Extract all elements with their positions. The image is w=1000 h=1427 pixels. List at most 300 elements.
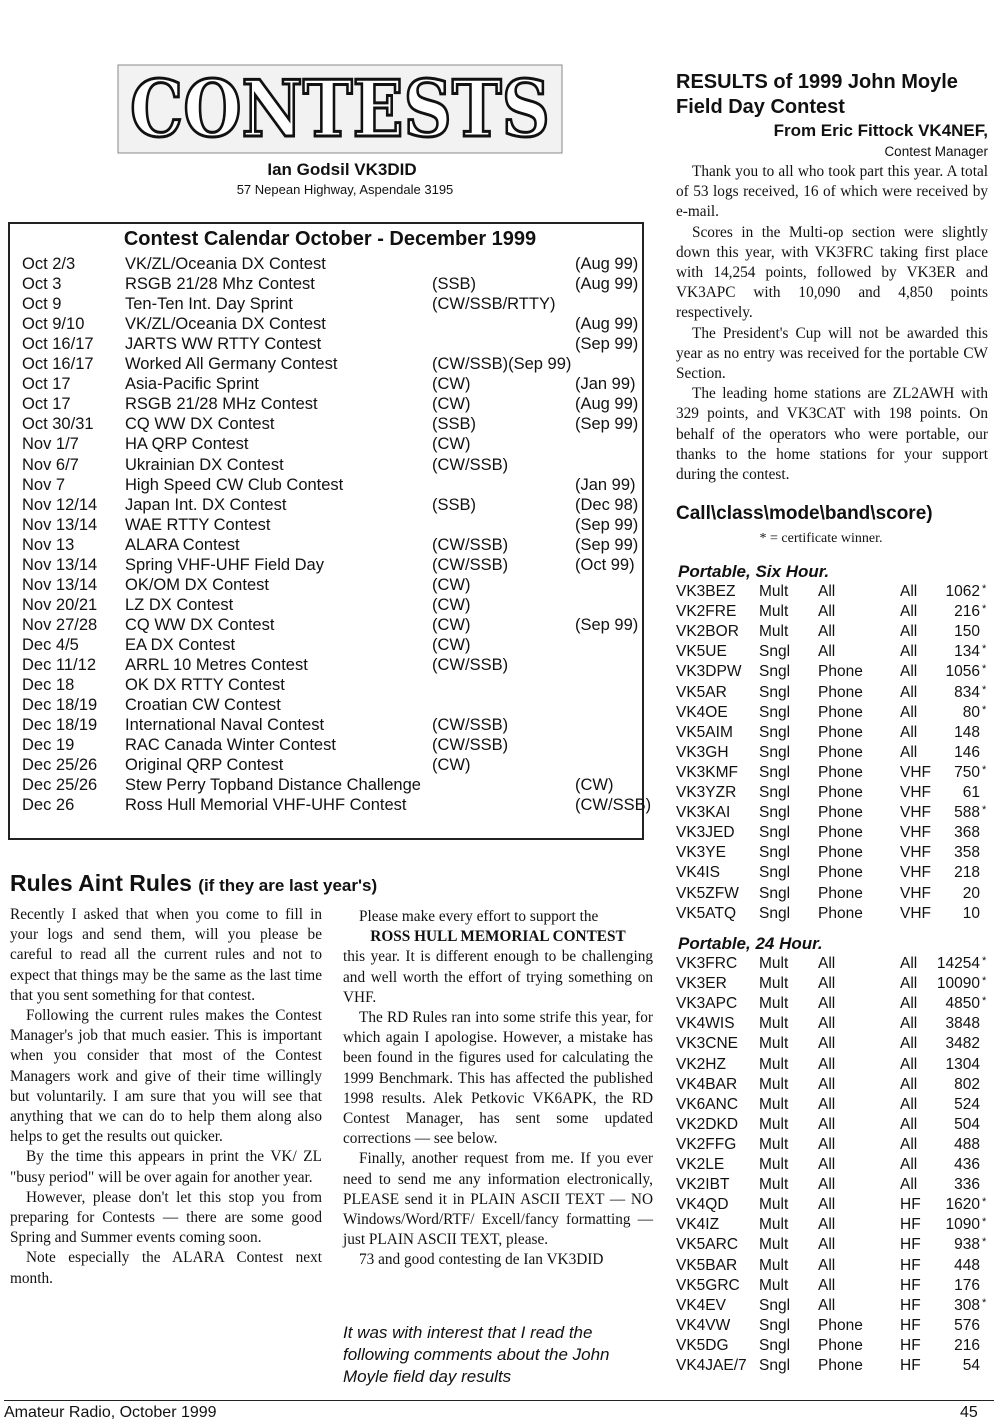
calendar-reference: (Sep 99) [575,535,639,554]
result-band: All [900,975,918,993]
result-callsign: VK4BAR [676,1075,738,1093]
calendar-row [22,254,642,274]
results-row [676,1095,992,1115]
calendar-row [22,635,642,655]
results-row [676,642,992,662]
result-callsign: VK4IZ [676,1216,720,1234]
result-score: 216 [954,1336,980,1354]
result-mode: Phone [818,884,863,902]
result-class: Sngl [759,1316,791,1334]
results-row [676,1135,992,1155]
result-mode: All [818,1276,836,1294]
result-score: 524 [954,1095,980,1113]
result-class: Mult [759,583,789,600]
certificate-mark: * [982,1236,987,1249]
result-band: All [900,703,918,721]
result-band: HF [900,1357,921,1374]
calendar-reference: (Oct 99) [575,555,635,574]
certificate-mark: * [982,603,987,616]
results-paragraph: Thank you to all who took part this year. A total of 53 logs received, 16 of which were received by e-mail. [676,163,988,221]
result-class: Sngl [759,864,791,882]
result-score: 588 [954,804,980,822]
result-score: 10 [962,904,980,922]
calendar-mode: (CW/SSB) [432,555,509,574]
result-class: Mult [759,1156,789,1173]
calendar-mode: (CW/SSB) [432,455,509,474]
certificate-mark: * [982,975,987,988]
results-row [676,1115,992,1135]
result-callsign: VK4WIS [676,1015,735,1033]
certificate-mark: * [982,643,987,656]
result-class: Mult [759,995,789,1013]
result-callsign: VK5ARC [676,1236,739,1254]
result-callsign: VK4JAE/7 [676,1357,747,1374]
calendar-row [22,515,642,535]
result-callsign: VK2BOR [676,623,739,641]
certificate-mark: * [982,955,987,967]
calendar-mode: (CW) [432,595,471,614]
calendar-contest-name: Worked All Germany Contest [125,355,338,374]
result-class: Sngl [759,663,791,681]
rules-paragraph: Note especially the ALARA Contest next month. [10,1249,322,1287]
result-callsign: VK5ATQ [676,904,737,922]
rules-paragraph: Recently I asked that when you come to fill in your logs and send them, will you please be careful to read all the current rules and not to expect that things may be the same as the last time that you sent something for that contest. [10,906,322,1004]
calendar-reference: (CW/SSB) [575,796,652,815]
calendar-date: Nov 12/14 [22,495,98,514]
calendar-contest-name: RSGB 21/28 Mhz Contest [125,275,315,294]
result-band: HF [900,1296,921,1314]
calendar-row [22,334,642,354]
calendar-mode: (CW) [432,575,471,594]
calendar-date: Dec 18/19 [22,696,98,715]
calendar-date: Dec 25/26 [22,756,98,775]
calendar-reference: (Aug 99) [575,255,639,273]
calendar-mode: (CW) [432,375,471,394]
calendar-mode: (SSB) [432,415,477,434]
result-band: VHF [900,884,931,902]
result-callsign: VK4IS [676,864,720,882]
result-band: All [900,1156,918,1173]
calendar-mode: (CW) [432,395,471,414]
results-row [676,803,992,823]
calendar-reference: (CW) [575,776,614,795]
calendar-row [22,695,642,715]
result-band: All [900,643,918,661]
calendar-date: Nov 1/7 [22,435,79,454]
result-class: Mult [759,1196,789,1214]
result-callsign: VK4EV [676,1296,726,1314]
result-mode: Phone [818,743,863,761]
result-score: 134 [954,643,980,661]
result-callsign: VK5AR [676,683,727,701]
calendar-mode: (CW/SSB)(Sep 99) [432,355,572,374]
result-score: 20 [962,884,980,902]
result-band: All [900,683,918,701]
calendar-date: Oct 3 [22,275,62,294]
result-score: 488 [954,1135,980,1153]
rules-paragraph: By the time this appears in print the VK/ ZL "busy period" will be over again for another year. [10,1148,322,1186]
result-class: Mult [759,1256,789,1274]
calendar-reference: (Sep 99) [575,335,639,354]
result-mode: Phone [818,904,863,922]
result-mode: All [818,643,836,661]
calendar-row [22,535,642,555]
result-band: All [900,1115,918,1133]
footer-divider [4,1400,994,1401]
calendar-date: Oct 9/10 [22,315,85,334]
result-mode: Phone [818,1357,863,1374]
calendar-contest-name: RSGB 21/28 MHz Contest [125,395,318,414]
calendar-mode: (CW/SSB) [432,736,509,755]
result-class: Sngl [759,884,791,902]
calendar-date: Dec 18 [22,676,75,695]
result-score: 1090 [945,1216,980,1234]
calendar-row [22,715,642,735]
results-row [676,1034,992,1054]
result-score: 148 [954,723,980,741]
result-score: 146 [954,743,980,761]
results-row [676,994,992,1014]
result-score: 834 [954,683,980,701]
results-row [676,884,992,904]
result-callsign: VK3JED [676,824,735,842]
calendar-reference: (Aug 99) [575,315,639,334]
certificate-mark: * [982,703,987,716]
result-band: All [900,1015,918,1033]
results-row [676,1276,992,1296]
result-callsign: VK3KAI [676,804,731,822]
calendar-row [22,755,642,775]
result-score: 176 [954,1276,980,1294]
calendar-date: Oct 30/31 [22,415,94,434]
rules-paragraph: Following the current rules makes the Contest Manager's job that much easier. This is important when you consider that most of the Contest Managers work and give of their time willingly but voluntarily. I am sure that you will see that anything that we can do to help them along also helps to get the results out quicker. [10,1007,322,1146]
result-band: All [900,995,918,1013]
results-row [676,1256,992,1276]
calendar-row [22,414,642,434]
result-mode: Phone [818,804,863,822]
calendar-date: Dec 26 [22,796,75,815]
result-class: Mult [759,623,789,641]
calendar-contest-name: CQ WW DX Contest [125,615,275,634]
calendar-contest-name: Ukrainian DX Contest [125,455,284,474]
result-band: HF [900,1236,921,1254]
result-mode: All [818,1135,836,1153]
ross-hull-heading: ROSS HULL MEMORIAL CONTEST [370,928,626,946]
calendar-date: Nov 13 [22,535,75,554]
calendar-row [22,495,642,515]
result-band: HF [900,1256,921,1274]
results-row [676,783,992,803]
results-row [676,1215,992,1235]
certificate-mark: * [982,1196,987,1209]
result-score: 750 [954,763,980,781]
result-mode: Phone [818,683,863,701]
calendar-contest-name: JARTS WW RTTY Contest [125,335,322,354]
calendar-date: Dec 11/12 [22,656,96,674]
result-callsign: VK3DPW [676,663,742,681]
result-band: All [900,1095,918,1113]
result-callsign: VK2FRE [676,603,737,621]
results-row [676,954,992,974]
result-callsign: VK5DG [676,1336,729,1354]
calendar-contest-name: Croatian CW Contest [125,696,281,715]
calendar-contest-name: HA QRP Contest [125,435,249,454]
calendar-mode: (CW) [432,635,471,654]
result-band: HF [900,1316,921,1334]
calendar-row [22,735,642,755]
calendar-row [22,394,642,414]
result-band: VHF [900,804,931,822]
calendar-reference: (Aug 99) [575,395,639,414]
result-band: All [900,723,918,741]
calendar-contest-name: International Naval Contest [125,716,325,735]
results-row [676,723,992,743]
result-mode: Phone [818,663,863,681]
result-score: 10090 [936,975,980,993]
calendar-row [22,314,642,334]
result-score: 358 [954,844,980,862]
result-mode: Phone [818,703,863,721]
calendar-mode: (CW/SSB) [432,656,509,674]
result-band: VHF [900,784,931,801]
result-class: Sngl [759,763,791,781]
publication-name: Amateur Radio, October 1999 [4,1404,217,1421]
calendar-date: Oct 9 [22,295,62,314]
calendar-date: Nov 20/21 [22,595,98,614]
results-row [676,582,992,602]
calendar-mode: (CW/SSB/RTTY) [432,295,556,314]
result-mode: All [818,1015,836,1033]
calendar-contest-name: VK/ZL/Oceania DX Contest [125,255,326,273]
certificate-mark: * [982,995,987,1008]
calendar-reference: (Dec 98) [575,495,639,514]
calendar-date: Oct 17 [22,395,71,414]
result-score: 3848 [945,1015,980,1033]
rules-paragraph: However, please don't let this stop you from preparing for Contests — there are some good Spring and Summer events coming soon. [10,1188,322,1247]
result-callsign: VK3ER [676,975,727,993]
result-class: Mult [759,1055,789,1073]
calendar-row [22,675,642,695]
result-class: Sngl [759,703,791,721]
results-section-title: Portable, 24 Hour. [678,934,823,953]
logo-text: CONTESTS [130,64,550,155]
result-score: 1304 [945,1055,980,1073]
result-callsign: VK3KMF [676,763,739,781]
calendar-row [22,615,642,635]
calendar-row [22,455,642,475]
calendar-row [22,294,642,314]
results-row [676,843,992,863]
calendar-contest-name: RAC Canada Winter Contest [125,736,336,755]
calendar-contest-name: Spring VHF-UHF Field Day [125,555,324,574]
result-band: VHF [900,824,931,842]
result-class: Sngl [759,723,791,741]
result-score: 14254 [936,955,980,972]
result-callsign: VK4OE [676,703,728,721]
results-row [676,763,992,783]
calendar-reference: (Sep 99) [575,415,639,434]
rules-signoff: 73 and good contesting de Ian VK3DID [359,1251,604,1269]
result-class: Sngl [759,844,791,862]
result-class: Sngl [759,784,791,801]
certificate-mark: * [982,683,987,696]
result-class: Sngl [759,824,791,842]
certificate-mark: * [982,763,987,776]
calendar-contest-name: ALARA Contest [125,535,240,554]
calendar-contest-name: VK/ZL/Oceania DX Contest [125,315,326,334]
results-row [676,823,992,843]
result-score: 802 [954,1075,980,1093]
result-class: Mult [759,1095,789,1113]
certificate-mark: * [982,663,987,676]
certificate-mark: * [982,1216,987,1229]
result-callsign: VK4VW [676,1316,731,1334]
results-row [676,1235,992,1255]
results-paragraph: The President's Cup will not be awarded this year as no entry was received for the portable CW Section. [676,324,988,383]
calendar-date: Dec 19 [22,736,75,755]
calendar-mode: (CW) [432,756,471,775]
calendar-date: Dec 4/5 [22,635,79,654]
result-class: Sngl [759,904,791,922]
results-author: From Eric Fittock VK4NEF, [773,121,988,140]
result-callsign: VK2HZ [676,1055,726,1073]
calendar-contest-name: CQ WW DX Contest [125,415,275,434]
result-band: All [900,663,918,681]
result-class: Sngl [759,1336,791,1354]
result-score: 1056 [945,663,980,681]
calendar-mode: (SSB) [432,275,477,294]
calendar-contest-name: WAE RTTY Contest [125,515,271,534]
result-callsign: VK2IBT [676,1176,730,1194]
result-class: Mult [759,603,789,621]
result-class: Mult [759,1115,789,1133]
result-mode: All [818,1035,836,1053]
results-row [676,863,992,883]
result-band: All [900,1135,918,1153]
calendar-date: Oct 16/17 [22,335,94,354]
results-row [676,1336,992,1356]
result-mode: Phone [818,763,863,781]
result-class: Mult [759,975,789,993]
results-row [676,662,992,682]
result-mode: All [818,1095,836,1113]
calendar-mode: (CW) [432,615,471,634]
certificate-mark: * [982,583,987,595]
result-band: All [900,1035,918,1053]
result-class: Mult [759,1176,789,1194]
calendar-mode: (CW) [432,435,471,454]
rules-title: Rules Aint Rules [10,870,192,896]
calendar-date: Nov 13/14 [22,515,98,534]
result-callsign: VK3CNE [676,1035,739,1053]
calendar-contest-name: Asia-Pacific Sprint [125,375,259,394]
result-callsign: VK3BEZ [676,583,736,600]
result-band: HF [900,1216,921,1234]
result-mode: Phone [818,1336,863,1354]
result-band: All [900,1176,918,1194]
results-row [676,1014,992,1034]
result-mode: All [818,583,836,600]
result-score: 368 [954,824,980,842]
result-mode: All [818,1296,836,1314]
result-score: 504 [954,1115,980,1133]
calendar-row [22,475,642,495]
result-band: VHF [900,844,931,862]
rules-heading [10,870,377,897]
calendar-row [22,775,642,795]
result-band: HF [900,1336,921,1354]
result-band: All [900,603,918,621]
result-callsign: VK2FFG [676,1135,737,1153]
calendar-date: Oct 2/3 [22,255,76,273]
result-callsign: VK3YZR [676,784,737,801]
calendar-title: Contest Calendar October - December 1999 [123,228,537,250]
results-row [676,1316,992,1336]
result-class: Sngl [759,643,791,661]
results-row [676,743,992,763]
result-score: 61 [962,784,980,801]
certificate-note: * = certificate winner. [759,531,883,546]
result-mode: Phone [818,784,863,801]
result-callsign: VK5ZFW [676,884,739,902]
result-mode: All [818,975,836,993]
calendar-row [22,274,642,294]
calendar-date: Dec 18/19 [22,716,98,735]
calendar-date: Oct 16/17 [22,355,94,374]
calendar-mode: (CW/SSB) [432,535,509,554]
result-mode: Phone [818,723,863,741]
result-mode: All [818,995,836,1013]
result-score: 150 [954,623,980,641]
results-row [676,602,992,622]
result-band: HF [900,1276,921,1294]
calendar-row [22,595,642,615]
results-paragraph: The leading home stations are ZL2AWH with 329 points, and VK3CAT with 198 points. On behalf of the operators who were portable, our thanks to the home stations for your support during the contest. [676,385,988,484]
result-mode: All [818,1256,836,1274]
result-score: 4850 [945,995,980,1013]
result-callsign: VK3FRC [676,955,738,972]
results-row [676,1155,992,1175]
results-row [676,1075,992,1095]
calendar-contest-name: Ross Hull Memorial VHF-UHF Contest [125,796,407,815]
result-callsign: VK4QD [676,1196,729,1214]
certificate-mark: * [982,804,987,817]
result-score: 308 [954,1296,980,1314]
results-row [676,1175,992,1195]
result-score: 448 [954,1256,980,1274]
rules-left-column [10,905,322,1289]
result-mode: Phone [818,1316,863,1334]
result-class: Mult [759,1236,789,1254]
calendar-row [22,354,642,374]
result-band: All [900,955,918,972]
results-title: RESULTS of 1999 John Moyle Field Day Contest [676,71,958,118]
result-callsign: VK2DKD [676,1115,739,1133]
result-band: HF [900,1196,921,1214]
rules-intro: Please make every effort to support the [359,908,599,925]
result-callsign: VK5BAR [676,1256,738,1274]
results-row [676,703,992,723]
result-band: VHF [900,864,931,882]
results-row [676,974,992,994]
result-mode: All [818,1055,836,1073]
results-paragraph: Scores in the Multi-op section were slightly down this year, with VK3FRC taking first place with 14,254 points, followed by VK3ER and VK3APC with 10,090 and 4,850 points respectively. [676,223,988,322]
rules-right-column [343,907,653,1271]
calendar-reference: (Jan 99) [575,475,636,494]
result-mode: All [818,955,836,972]
result-class: Mult [759,955,789,972]
calendar-contest-name: Stew Perry Topband Distance Challenge [125,776,421,795]
